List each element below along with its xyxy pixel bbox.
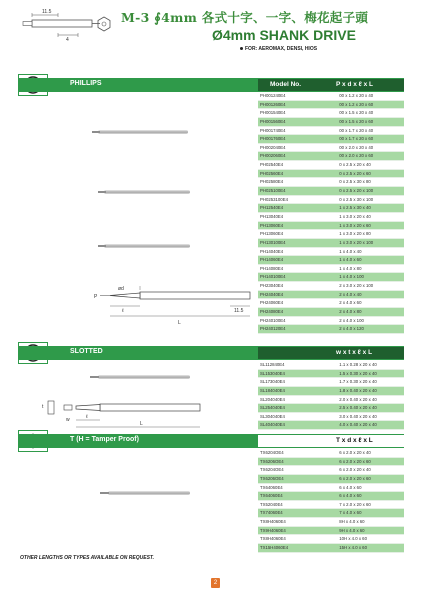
model-number: PH02580E4 — [260, 179, 284, 185]
model-number: TX9H4060E4 — [260, 527, 286, 533]
model-number: PH240120E4 — [260, 326, 286, 332]
table-row — [258, 161, 404, 170]
dimension-value: 2 x 4.0 x 100 — [339, 317, 364, 323]
table-row — [258, 135, 404, 144]
table-row — [258, 518, 404, 527]
dimension-value: 2 x 3.0 x 20 x 100 — [339, 283, 374, 289]
model-number: PH0253100E4 — [260, 196, 288, 202]
model-number: TX74060E4 — [260, 510, 283, 516]
dim-label-l: ℓ — [122, 308, 124, 314]
torx-table — [258, 449, 404, 553]
dimension-value: 6 x 2.0 x 20 x 60 — [339, 475, 371, 481]
model-number: PH13060E4 — [260, 222, 284, 228]
table-row — [258, 370, 404, 379]
model-number: PH001240E4 — [260, 93, 286, 98]
table-row — [258, 127, 404, 136]
dimension-value: 00 x 2.0 x 20 x 40 — [339, 144, 374, 150]
model-number: TX8H4060E4 — [260, 519, 286, 525]
phillips-section-title: PHILLIPS — [70, 80, 102, 87]
table-row — [258, 256, 404, 265]
model-number: PH23040E4 — [260, 283, 284, 289]
phillips-bit-tip — [92, 131, 100, 133]
torx-header-bar — [18, 434, 404, 448]
model-number: PH025100E4 — [260, 188, 286, 194]
table-row — [258, 378, 404, 387]
dim-label-L: L — [140, 421, 143, 427]
model-number: PH12540E4 — [260, 205, 284, 211]
table-row — [258, 265, 404, 274]
dim-label-l: ℓ — [86, 414, 88, 420]
dimension-value: 0 x 2.5 x 20 x 100 — [339, 188, 374, 194]
bullet-icon — [240, 47, 243, 50]
dimension-value: 6 x 2.0 x 20 x 40 — [339, 450, 371, 455]
model-number: PH02540E4 — [260, 162, 284, 168]
dimension-value: 3.0 x 0.40 x 20 x 40 — [339, 413, 377, 419]
table-row — [258, 299, 404, 308]
model-number: TX6206OE4 — [260, 475, 284, 481]
phillips-dimension-drawing — [80, 280, 260, 332]
table-row — [258, 196, 404, 205]
phillips-bit-image — [98, 130, 188, 134]
dimension-value: 00 x 2.0 x 20 x 60 — [339, 153, 374, 159]
slotted-table — [258, 361, 404, 430]
table-row — [258, 291, 404, 300]
table-row — [258, 535, 404, 544]
dimension-value: 6 x 4.0 x 60 — [339, 484, 362, 490]
model-number: PH24080E4 — [260, 309, 284, 315]
table-row — [258, 317, 404, 326]
model-number: TX6204OE4 — [260, 450, 284, 455]
phillips-bit-image — [104, 244, 190, 248]
model-number: PH130100E4 — [260, 239, 286, 245]
dimension-value: 1.7 x 0.30 x 20 x 40 — [339, 379, 377, 385]
table-row — [258, 118, 404, 127]
dimension-value: 2 x 4.0 x 60 — [339, 300, 362, 306]
dimension-value: 10H x 4.0 x 60 — [339, 536, 367, 542]
slotted-column-headers — [258, 346, 404, 360]
table-row — [258, 178, 404, 187]
dim-label-shank: 11.5 — [234, 308, 244, 314]
phillips-header-bar — [18, 78, 404, 92]
table-row — [258, 204, 404, 213]
model-number: PH140100E4 — [260, 274, 286, 280]
model-number: PH001560E4 — [260, 118, 286, 124]
table-row — [258, 101, 404, 110]
table-row — [258, 475, 404, 484]
dimension-value: 9H x 4.0 x 60 — [339, 527, 365, 533]
model-number: TX6206OE4 — [260, 458, 284, 464]
model-number: PH240100E4 — [260, 317, 286, 323]
model-number: PH001740E4 — [260, 127, 286, 133]
table-row — [258, 509, 404, 518]
model-number: TX15H4060E4 — [260, 545, 289, 551]
dimension-value: 6 x 2.0 x 20 x 60 — [339, 458, 371, 464]
table-row — [258, 152, 404, 161]
model-number: PH02560E4 — [260, 170, 284, 176]
model-number: TX64060E4 — [260, 484, 283, 490]
model-number: SL204040E4 — [260, 396, 285, 402]
dim-label-w: w — [66, 417, 70, 423]
phillips-bit-tip — [98, 191, 106, 193]
dimension-value: 6 x 4.0 x 60 — [339, 493, 362, 499]
table-row — [258, 421, 404, 430]
dimension-value: 0 x 2.5 x 30 x 80 — [339, 179, 371, 185]
header-dimension-diagram — [18, 6, 118, 56]
dimension-value: 00 x 1.7 x 20 x 40 — [339, 127, 374, 133]
table-row — [258, 544, 404, 553]
dimension-value: 1 x 3.0 x 20 x 40 — [339, 213, 371, 219]
dimension-header: P x d x ℓ x L — [336, 81, 374, 88]
model-number: PH24060E4 — [260, 300, 284, 306]
torx-column-headers — [258, 434, 404, 448]
table-row — [258, 273, 404, 282]
dimension-value: 2.0 x 0.40 x 20 x 40 — [339, 396, 377, 402]
slotted-header-bar — [18, 346, 404, 360]
dimension-value: 2 x 4.0 x 40 — [339, 291, 362, 297]
footer-note: OTHER LENGTHS OR TYPES AVAILABLE ON REQUEST. — [20, 555, 154, 561]
table-row — [258, 449, 404, 458]
model-number: SL184040E4 — [260, 387, 285, 393]
dimension-value: 1 x 4.0 x 80 — [339, 265, 362, 271]
dimension-value: 8H x 4.0 x 60 — [339, 519, 365, 525]
model-number: PH14080E4 — [260, 265, 284, 271]
dimension-value: 1 x 2.5 x 30 x 40 — [339, 205, 371, 211]
table-row — [258, 282, 404, 291]
dim-label-d: ød — [118, 286, 124, 292]
table-row — [258, 492, 404, 501]
dimension-value: 7 x 2.0 x 20 x 60 — [339, 501, 371, 507]
page-title-english: Ø4mm SHANK DRIVE — [212, 27, 356, 43]
dim-label-p: P — [94, 294, 98, 300]
table-row — [258, 248, 404, 257]
table-row — [258, 527, 404, 536]
dimension-value: 00 x 1.5 x 20 x 40 — [339, 110, 374, 116]
dimension-value: 1.5 x 0.30 x 20 x 40 — [339, 370, 377, 376]
table-row — [258, 458, 404, 467]
model-number: SL404040E4 — [260, 422, 285, 428]
dimension-value: 6 x 2.0 x 20 x 40 — [339, 467, 371, 473]
table-row — [258, 361, 404, 370]
dimension-value: 00 x 1.2 x 20 x 40 — [339, 93, 374, 98]
table-row — [258, 222, 404, 231]
model-number: PH001260E4 — [260, 101, 286, 107]
dimension-value: 15H x 4.0 x 60 — [339, 545, 367, 551]
dimension-value: 1 x 4.0 x 60 — [339, 257, 362, 263]
table-row — [258, 187, 404, 196]
model-number: PH13060E4 — [260, 231, 284, 237]
model-number: PH001760E4 — [260, 136, 286, 142]
model-number: SL153040E4 — [260, 370, 285, 376]
model-number: PH14060E4 — [260, 257, 284, 263]
diagram-label-b: 4 — [66, 37, 69, 43]
phillips-column-headers — [258, 78, 404, 92]
model-number: TX64060E4 — [260, 493, 283, 499]
model-no-header: Model No. — [270, 81, 302, 88]
dimension-value: 1 x 3.0 x 20 x 100 — [339, 239, 374, 245]
model-number: SL254040E4 — [260, 405, 285, 411]
dimension-value: 2.5 x 0.40 x 20 x 40 — [339, 405, 377, 411]
phillips-table — [258, 92, 404, 334]
model-number: TX52040E4 — [260, 501, 283, 507]
table-row — [258, 325, 404, 334]
table-row — [258, 144, 404, 153]
table-row — [258, 396, 404, 405]
diagram-label-a: 11.5 — [42, 9, 52, 15]
dimension-value: 1 x 3.0 x 20 x 60 — [339, 222, 371, 228]
model-number: SL112840E4 — [260, 362, 285, 367]
table-row — [258, 501, 404, 510]
dimension-value: 0 x 2.5 x 20 x 40 — [339, 162, 371, 168]
dimension-value: 00 x 1.5 x 20 x 60 — [339, 118, 374, 124]
dim-label-t: t — [42, 404, 44, 410]
table-row — [258, 213, 404, 222]
dimension-value: 00 x 1.2 x 20 x 60 — [339, 101, 374, 107]
torx-bit-image — [108, 491, 190, 495]
table-row — [258, 170, 404, 179]
slotted-section-title: SLOTTED — [70, 348, 103, 355]
dimension-header: T x d x ℓ x L — [336, 437, 373, 444]
model-number: PH13040E4 — [260, 213, 284, 219]
compatibility-note — [240, 46, 317, 52]
table-row — [258, 404, 404, 413]
dimension-value: 4.0 x 0.40 x 20 x 40 — [339, 422, 377, 428]
model-number: PH14040E4 — [260, 248, 284, 254]
dimension-value: 7 x 4.0 x 60 — [339, 510, 362, 516]
model-number: TX6204OE4 — [260, 467, 284, 473]
dimension-value: 2 x 4.0 x 120 — [339, 326, 364, 332]
model-number: PH002060E4 — [260, 153, 286, 159]
dimension-value: 1 x 3.0 x 20 x 80 — [339, 231, 371, 237]
compatibility-text: FOR: AEROMAX, DENSI, HIOS — [245, 46, 318, 52]
slotted-dimension-drawing — [40, 396, 210, 432]
slotted-bit-image — [98, 375, 190, 379]
model-number: PH002040E4 — [260, 144, 286, 150]
dimension-value: 0 x 2.5 x 30 x 100 — [339, 196, 374, 202]
model-number: PH001540E4 — [260, 110, 286, 116]
phillips-bit-image — [104, 190, 190, 194]
phillips-bit-tip — [98, 245, 106, 247]
model-number: SL304040E4 — [260, 413, 285, 419]
table-row — [258, 230, 404, 239]
model-number: TX8H4060E4 — [260, 536, 286, 542]
table-row — [258, 308, 404, 317]
model-number: SL173040E4 — [260, 379, 285, 385]
dim-label-L: L — [178, 320, 181, 326]
model-number: PH24040E4 — [260, 291, 284, 297]
slotted-bit-tip — [90, 376, 99, 378]
dimension-value: 1 x 4.0 x 100 — [339, 274, 364, 280]
dimension-header: w x t x ℓ x L — [336, 349, 373, 356]
table-row — [258, 92, 404, 101]
dimension-value: 0 x 2.5 x 20 x 60 — [339, 170, 371, 176]
table-row — [258, 239, 404, 248]
table-row — [258, 466, 404, 475]
table-row — [258, 484, 404, 493]
dimension-value: 2 x 4.0 x 80 — [339, 309, 362, 315]
table-row — [258, 387, 404, 396]
table-row — [258, 413, 404, 422]
table-row — [258, 109, 404, 118]
page-number: 2 — [211, 578, 220, 588]
torx-section-title: T (H = Tamper Proof) — [70, 436, 139, 443]
dimension-value: 1 x 4.0 x 40 — [339, 248, 362, 254]
page-title-chinese: M-3 ∮4mm 各式十字、一字、梅花起子頭 — [121, 10, 369, 25]
dimension-value: 1.8 x 0.40 x 20 x 40 — [339, 387, 377, 393]
dimension-value: 00 x 1.7 x 20 x 60 — [339, 136, 374, 142]
torx-bit-tip — [100, 492, 109, 494]
dimension-value: 1.1 x 0.28 x 20 x 40 — [339, 362, 377, 367]
